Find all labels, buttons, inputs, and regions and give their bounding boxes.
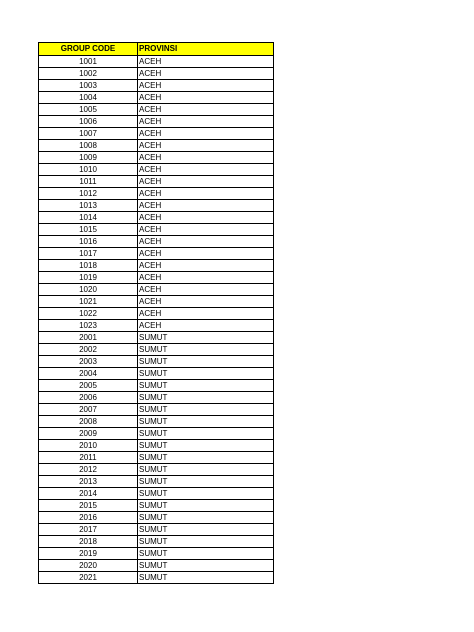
cell-provinsi[interactable]: ACEH [138, 128, 274, 140]
cell-group-code[interactable]: 2017 [39, 524, 138, 536]
cell-group-code[interactable]: 1021 [39, 296, 138, 308]
cell-group-code[interactable]: 1006 [39, 116, 138, 128]
cell-group-code[interactable]: 1007 [39, 128, 138, 140]
cell-group-code[interactable]: 1014 [39, 212, 138, 224]
cell-provinsi[interactable]: SUMUT [138, 572, 274, 584]
table-row [39, 488, 274, 500]
table-row [39, 248, 274, 260]
cell-provinsi[interactable]: SUMUT [138, 536, 274, 548]
table-row [39, 140, 274, 152]
table-row [39, 212, 274, 224]
cell-group-code[interactable]: 2013 [39, 476, 138, 488]
cell-provinsi[interactable]: ACEH [138, 260, 274, 272]
table-row [39, 404, 274, 416]
cell-group-code[interactable]: 1003 [39, 80, 138, 92]
cell-provinsi[interactable]: SUMUT [138, 380, 274, 392]
cell-group-code[interactable]: 1012 [39, 188, 138, 200]
cell-group-code[interactable]: 2021 [39, 572, 138, 584]
cell-group-code[interactable]: 1013 [39, 200, 138, 212]
cell-provinsi[interactable]: SUMUT [138, 392, 274, 404]
cell-group-code[interactable]: 1016 [39, 236, 138, 248]
cell-group-code[interactable]: 2008 [39, 416, 138, 428]
cell-group-code[interactable]: 2002 [39, 344, 138, 356]
cell-provinsi[interactable]: SUMUT [138, 464, 274, 476]
cell-group-code[interactable]: 1011 [39, 176, 138, 188]
cell-group-code[interactable]: 1005 [39, 104, 138, 116]
cell-provinsi[interactable]: SUMUT [138, 428, 274, 440]
table-row [39, 368, 274, 380]
cell-provinsi[interactable]: ACEH [138, 140, 274, 152]
table-row [39, 392, 274, 404]
cell-group-code[interactable]: 1020 [39, 284, 138, 296]
cell-group-code[interactable]: 1023 [39, 320, 138, 332]
table-row [39, 272, 274, 284]
table-row [39, 236, 274, 248]
cell-group-code[interactable]: 1010 [39, 164, 138, 176]
table-row [39, 164, 274, 176]
table-body [39, 56, 274, 584]
cell-provinsi[interactable]: ACEH [138, 212, 274, 224]
table-row [39, 176, 274, 188]
table-row [39, 224, 274, 236]
cell-group-code[interactable]: 1001 [39, 56, 138, 68]
cell-group-code[interactable]: 1004 [39, 92, 138, 104]
cell-group-code[interactable]: 1002 [39, 68, 138, 80]
cell-provinsi[interactable]: ACEH [138, 116, 274, 128]
cell-provinsi[interactable]: ACEH [138, 80, 274, 92]
cell-provinsi[interactable]: SUMUT [138, 560, 274, 572]
table-row [39, 356, 274, 368]
cell-provinsi[interactable]: ACEH [138, 56, 274, 68]
table-row [39, 104, 274, 116]
table-row [39, 380, 274, 392]
cell-provinsi[interactable]: ACEH [138, 308, 274, 320]
table-row [39, 128, 274, 140]
cell-provinsi[interactable]: SUMUT [138, 332, 274, 344]
cell-group-code[interactable]: 2006 [39, 392, 138, 404]
cell-provinsi[interactable]: SUMUT [138, 452, 274, 464]
table-row [39, 92, 274, 104]
cell-group-code[interactable]: 2009 [39, 428, 138, 440]
cell-group-code[interactable]: 2014 [39, 488, 138, 500]
table-row [39, 116, 274, 128]
table-row [39, 56, 274, 68]
table-row [39, 296, 274, 308]
cell-provinsi[interactable]: ACEH [138, 320, 274, 332]
table-row [39, 320, 274, 332]
cell-group-code[interactable]: 1019 [39, 272, 138, 284]
cell-provinsi[interactable]: SUMUT [138, 548, 274, 560]
cell-group-code[interactable]: 1015 [39, 224, 138, 236]
cell-group-code[interactable]: 2011 [39, 452, 138, 464]
cell-group-code[interactable]: 2001 [39, 332, 138, 344]
cell-provinsi[interactable]: ACEH [138, 284, 274, 296]
cell-group-code[interactable]: 2020 [39, 560, 138, 572]
cell-group-code[interactable]: 2018 [39, 536, 138, 548]
cell-provinsi[interactable]: SUMUT [138, 416, 274, 428]
table-row [39, 68, 274, 80]
cell-provinsi[interactable]: ACEH [138, 188, 274, 200]
table-row [39, 152, 274, 164]
table-row [39, 452, 274, 464]
cell-group-code[interactable]: 2015 [39, 500, 138, 512]
header-group-code[interactable]: GROUP CODE [39, 43, 138, 56]
cell-group-code[interactable]: 2012 [39, 464, 138, 476]
table-row [39, 344, 274, 356]
cell-group-code[interactable]: 1017 [39, 248, 138, 260]
cell-provinsi[interactable]: ACEH [138, 236, 274, 248]
table-row [39, 560, 274, 572]
cell-group-code[interactable]: 2019 [39, 548, 138, 560]
table-row [39, 260, 274, 272]
table-row [39, 200, 274, 212]
cell-provinsi[interactable]: ACEH [138, 164, 274, 176]
cell-provinsi[interactable]: ACEH [138, 224, 274, 236]
cell-provinsi[interactable]: ACEH [138, 176, 274, 188]
cell-group-code[interactable]: 1022 [39, 308, 138, 320]
cell-group-code[interactable]: 2010 [39, 440, 138, 452]
cell-provinsi[interactable]: SUMUT [138, 500, 274, 512]
table-row [39, 188, 274, 200]
table-row [39, 476, 274, 488]
cell-provinsi[interactable]: SUMUT [138, 368, 274, 380]
cell-group-code[interactable]: 2005 [39, 380, 138, 392]
header-provinsi[interactable]: PROVINSI [138, 43, 274, 56]
cell-provinsi[interactable]: SUMUT [138, 344, 274, 356]
table-row [39, 524, 274, 536]
cell-group-code[interactable]: 1009 [39, 152, 138, 164]
cell-group-code[interactable]: 2016 [39, 512, 138, 524]
table-row [39, 332, 274, 344]
cell-provinsi[interactable]: ACEH [138, 68, 274, 80]
cell-provinsi[interactable]: SUMUT [138, 524, 274, 536]
table-row [39, 284, 274, 296]
cell-provinsi[interactable]: ACEH [138, 104, 274, 116]
spreadsheet-table [38, 42, 274, 584]
table-row [39, 548, 274, 560]
table-row [39, 416, 274, 428]
table-row [39, 440, 274, 452]
cell-group-code[interactable]: 2004 [39, 368, 138, 380]
table-row [39, 536, 274, 548]
cell-provinsi[interactable]: SUMUT [138, 488, 274, 500]
table-row [39, 428, 274, 440]
table-row [39, 308, 274, 320]
table-row [39, 500, 274, 512]
header-row [39, 43, 274, 56]
cell-group-code[interactable]: 1018 [39, 260, 138, 272]
cell-provinsi[interactable]: SUMUT [138, 404, 274, 416]
cell-provinsi[interactable]: ACEH [138, 272, 274, 284]
cell-provinsi[interactable]: ACEH [138, 200, 274, 212]
cell-group-code[interactable]: 2003 [39, 356, 138, 368]
cell-group-code[interactable]: 2007 [39, 404, 138, 416]
table-row [39, 572, 274, 584]
cell-provinsi[interactable]: SUMUT [138, 440, 274, 452]
table-row [39, 512, 274, 524]
cell-provinsi[interactable]: SUMUT [138, 512, 274, 524]
cell-provinsi[interactable]: SUMUT [138, 356, 274, 368]
cell-provinsi[interactable]: ACEH [138, 296, 274, 308]
cell-provinsi[interactable]: ACEH [138, 248, 274, 260]
table-row [39, 80, 274, 92]
cell-provinsi[interactable]: ACEH [138, 92, 274, 104]
table-row [39, 464, 274, 476]
cell-group-code[interactable]: 1008 [39, 140, 138, 152]
cell-provinsi[interactable]: ACEH [138, 152, 274, 164]
cell-provinsi[interactable]: SUMUT [138, 476, 274, 488]
